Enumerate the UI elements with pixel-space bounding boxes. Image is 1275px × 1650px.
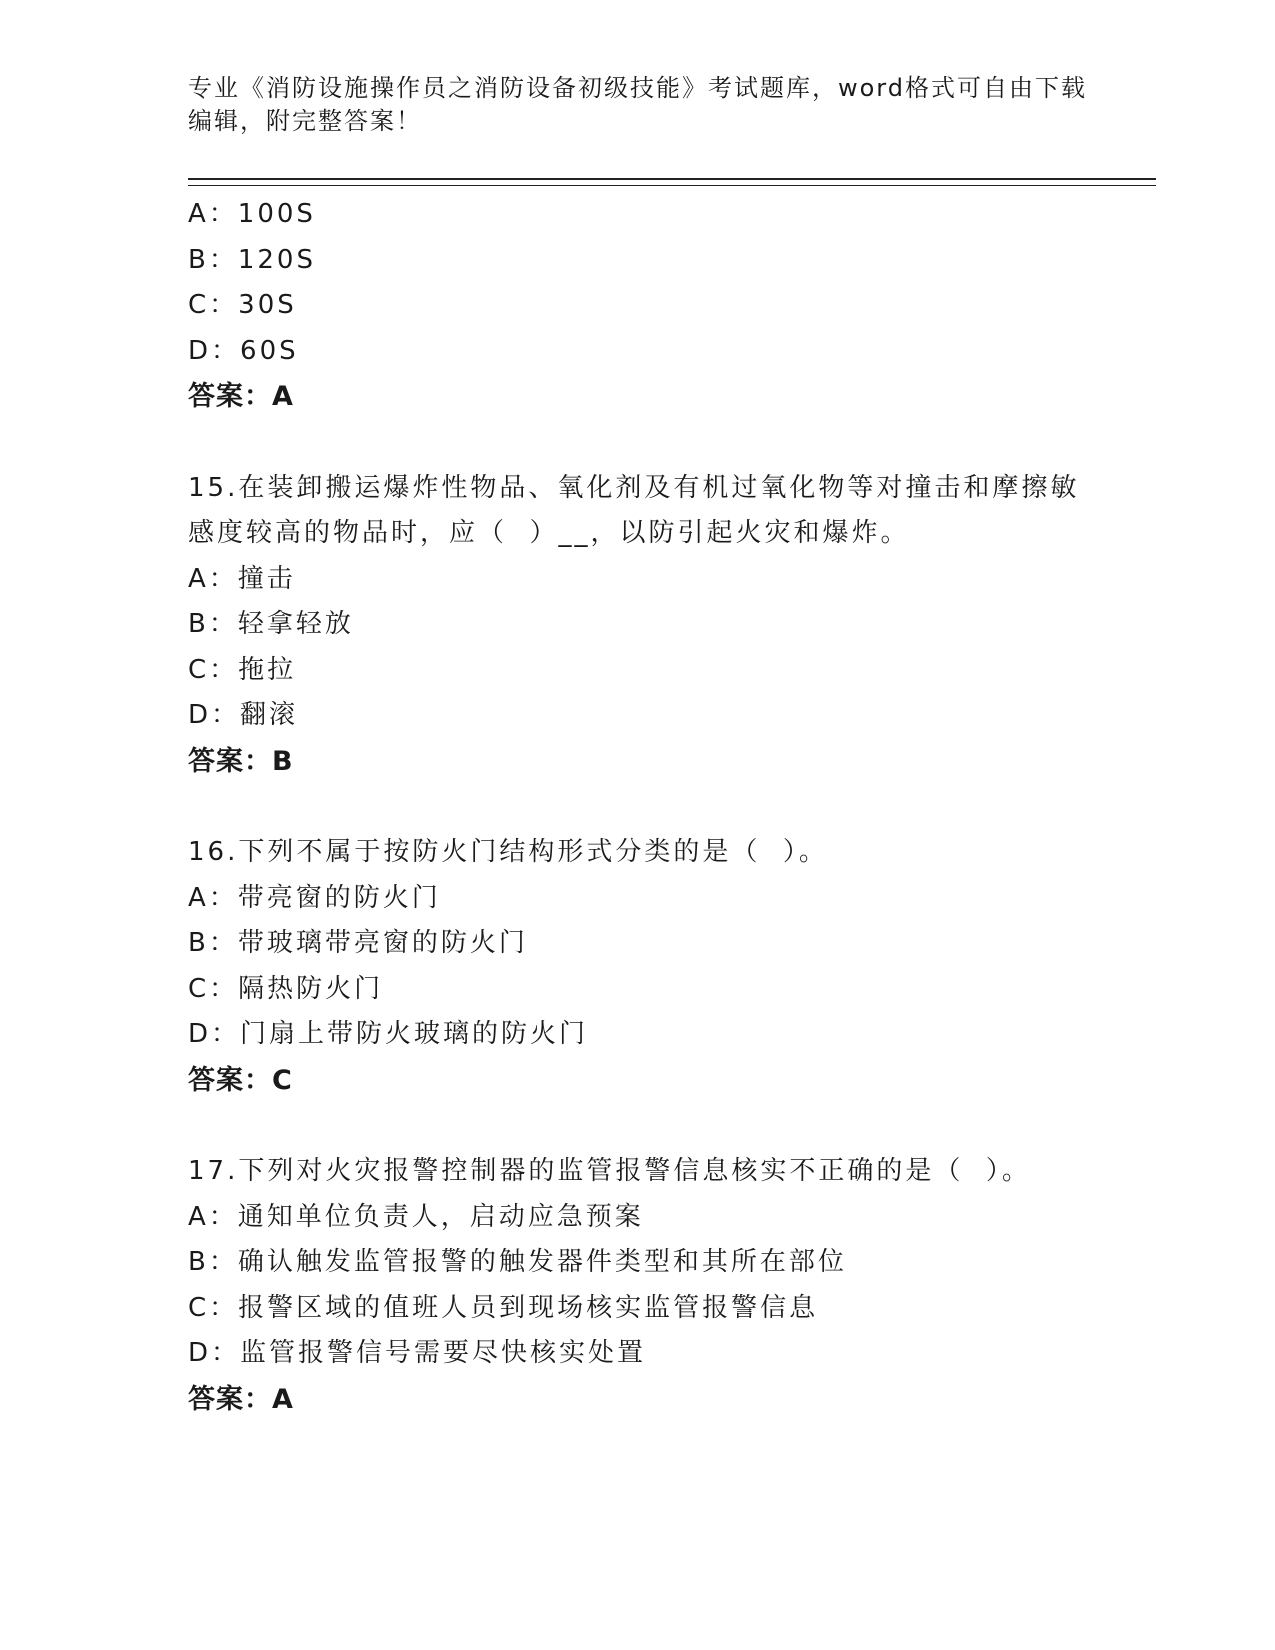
question-stem-line-2: 感度较高的物品时，应（ ）__，以防引起火灾和爆炸。 bbox=[188, 518, 910, 548]
document-header: 专业《消防设施操作员之消防设备初级技能》考试题库，word格式可自由下载编辑，附完整答案！ bbox=[188, 74, 1087, 135]
option-c: C：拖拉 bbox=[188, 654, 297, 685]
option-b: B：带玻璃带亮窗的防火门 bbox=[188, 928, 528, 958]
option-d: D：监管报警信号需要尽快核实处置 bbox=[188, 1338, 647, 1368]
question-15 bbox=[188, 466, 1088, 785]
question-17 bbox=[188, 1149, 1088, 1422]
answer: 答案：B bbox=[188, 745, 294, 777]
question-16 bbox=[188, 830, 1088, 1103]
option-c: C：报警区域的值班人员到现场核实监管报警信息 bbox=[188, 1292, 819, 1323]
header-rule bbox=[188, 178, 1156, 186]
question-stem: 17.下列对火灾报警控制器的监管报警信息核实不正确的是（ ）。 bbox=[188, 1156, 1031, 1186]
spacer bbox=[188, 784, 1088, 830]
option-a: A：带亮窗的防火门 bbox=[188, 882, 441, 913]
answer: 答案：A bbox=[188, 1383, 294, 1415]
spacer bbox=[188, 420, 1088, 466]
option-c: C：30S bbox=[188, 290, 297, 320]
option-d: D：60S bbox=[188, 335, 299, 366]
spacer bbox=[188, 1103, 1088, 1149]
option-c: C：隔热防火门 bbox=[188, 973, 384, 1004]
question-list bbox=[188, 192, 1088, 1422]
question-14 bbox=[188, 192, 1088, 420]
option-b: B：120S bbox=[188, 244, 316, 275]
option-d: D：门扇上带防火玻璃的防火门 bbox=[188, 1019, 589, 1049]
option-a: A：100S bbox=[188, 199, 316, 229]
option-b: B：确认触发监管报警的触发器件类型和其所在部位 bbox=[188, 1247, 847, 1277]
question-stem: 16.下列不属于按防火门结构形式分类的是（ ）。 bbox=[188, 837, 828, 867]
option-a: A：通知单位负责人，启动应急预案 bbox=[188, 1201, 644, 1232]
question-stem-line-1: 15.在装卸搬运爆炸性物品、氧化剂及有机过氧化物等对撞击和摩擦敏 bbox=[188, 472, 1080, 503]
answer: 答案：C bbox=[188, 1064, 293, 1096]
option-d: D：翻滚 bbox=[188, 700, 299, 730]
option-a: A：撞击 bbox=[188, 563, 296, 594]
answer: 答案：A bbox=[188, 381, 294, 412]
option-b: B：轻拿轻放 bbox=[188, 609, 354, 639]
